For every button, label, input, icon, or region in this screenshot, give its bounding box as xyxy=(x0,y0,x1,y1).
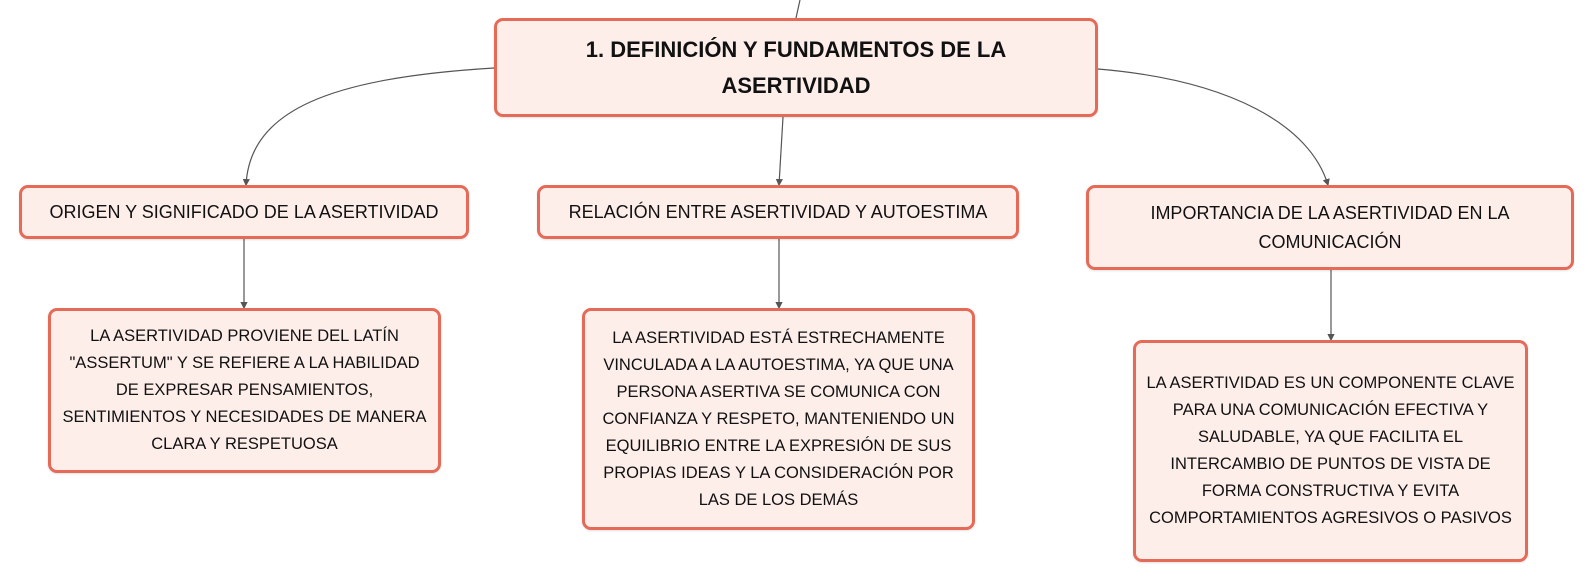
connector-root-to-topic-1 xyxy=(246,68,494,185)
root-label: 1. DEFINICIÓN Y FUNDAMENTOS DE LA ASERTIVIDAD xyxy=(585,36,1007,98)
detail-text: LA ASERTIVIDAD ES UN COMPONENTE CLAVE PARA UNA COMUNICACIÓN EFECTIVA Y SALUDABLE, YA QUE FACILITA EL INTERCAMBIO DE PUNTOS DE VISTA DE FORMA CONSTRUCTIVA Y EVITA COMPORTAMIENTOS AGRESIVOS O PASIVOS xyxy=(1146,374,1515,527)
detail-node-relacion[interactable] xyxy=(582,308,975,530)
topic-node-origen[interactable] xyxy=(19,185,469,239)
connector-parent-to-root xyxy=(796,0,800,18)
topic-label: ORIGEN Y SIGNIFICADO DE LA ASERTIVIDAD xyxy=(49,201,439,222)
topic-label: RELACIÓN ENTRE ASERTIVIDAD Y AUTOESTIMA xyxy=(568,201,988,222)
root-node[interactable] xyxy=(494,18,1098,117)
connector-root-to-topic-3 xyxy=(1098,69,1328,185)
topic-node-relacion[interactable] xyxy=(537,185,1019,239)
detail-text: LA ASERTIVIDAD PROVIENE DEL LATÍN "ASSERTUM" Y SE REFIERE A LA HABILIDAD DE EXPRESAR PENSAMIENTOS, SENTIMIENTOS Y NECESIDADES DE MANERA CLARA Y RESPETUOSA xyxy=(62,327,427,453)
connector-root-to-topic-2 xyxy=(779,117,783,185)
detail-text: LA ASERTIVIDAD ESTÁ ESTRECHAMENTE VINCULADA A LA AUTOESTIMA, YA QUE UNA PERSONA ASERTIVA SE COMUNICA CON CONFIANZA Y RESPETO, MANTENIENDO UN EQUILIBRIO ENTRE LA EXPRESIÓN DE SUS PROPIAS IDEAS Y LA CONSIDERACIÓN POR LAS DE LOS DEMÁS xyxy=(602,328,955,509)
detail-node-importancia[interactable] xyxy=(1133,340,1528,562)
detail-node-origen[interactable] xyxy=(48,308,441,473)
topic-node-importancia[interactable] xyxy=(1086,185,1574,270)
topic-label: IMPORTANCIA DE LA ASERTIVIDAD EN LA COMUNICACIÓN xyxy=(1150,202,1510,252)
